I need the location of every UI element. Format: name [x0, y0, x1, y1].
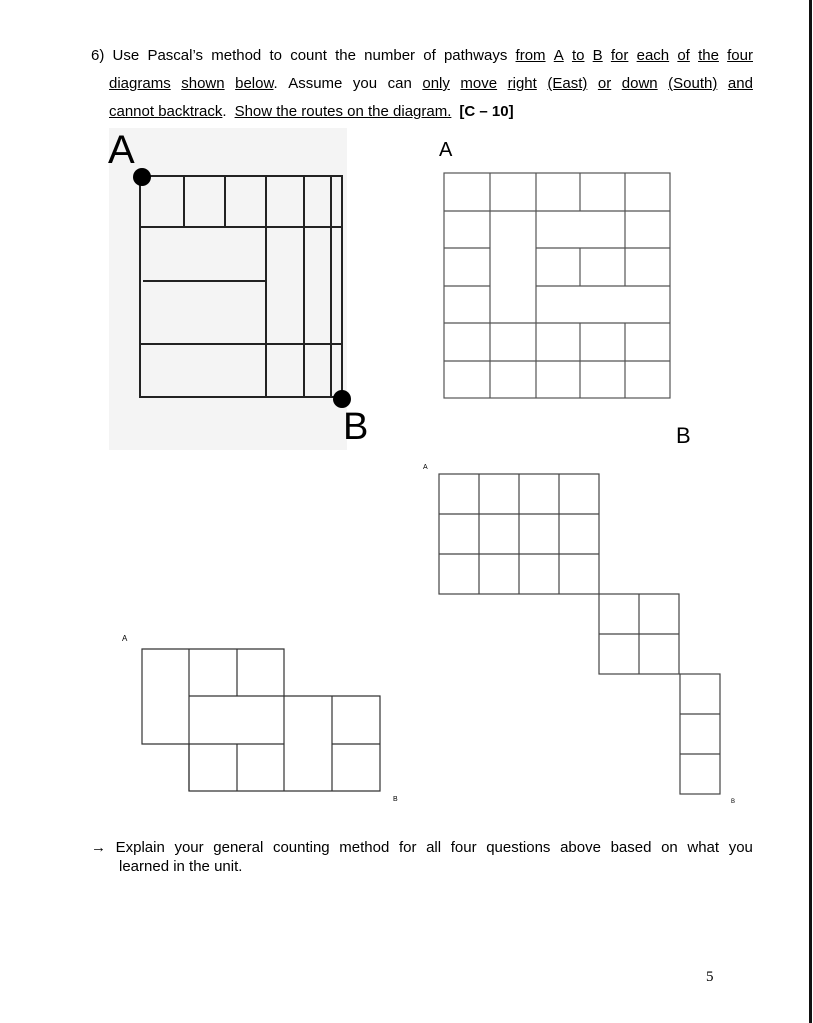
diagram-2-grid — [444, 173, 670, 398]
diagram-4-label-a: A — [423, 464, 428, 471]
diagram-4-grid — [439, 474, 720, 794]
diagram-3-label-a: A — [122, 634, 128, 643]
question-line-3: cannot backtrack . Show the routes on the diagram. [C – 10] — [91, 98, 753, 126]
diagram-1-label-a: A — [108, 128, 135, 172]
diagram-2-label-b: B — [676, 423, 691, 448]
question-number: 6) — [91, 47, 105, 64]
explain-line-1: → Explain your general counting method for all four questions above based on what you — [91, 839, 753, 856]
arrow-icon: → — [91, 839, 106, 856]
question-line-2: diagrams shown below. Assume you can only move right (East) or down (South) and — [109, 75, 753, 92]
diagram-3-label-b: B — [393, 796, 398, 803]
explain-prompt — [91, 838, 753, 876]
diagram-3 — [122, 634, 398, 803]
diagram-1-start-dot — [133, 168, 151, 186]
page-number: 5 — [706, 969, 714, 985]
explain-line-2: learned in the unit. — [119, 858, 243, 875]
mark-allocation: [C – 10] — [459, 103, 514, 120]
diagram-1 — [108, 128, 368, 450]
diagram-4-label-b: B — [731, 799, 736, 805]
diagram-1-label-b: B — [343, 406, 369, 448]
diagram-3-grid — [142, 649, 380, 791]
question-line-1: 6) Use Pascal’s method to count the number of pathways from A to B for each of the four — [91, 42, 753, 70]
diagram-2-label-a: A — [439, 139, 453, 161]
diagram-2 — [439, 139, 691, 448]
diagram-4 — [423, 464, 735, 805]
